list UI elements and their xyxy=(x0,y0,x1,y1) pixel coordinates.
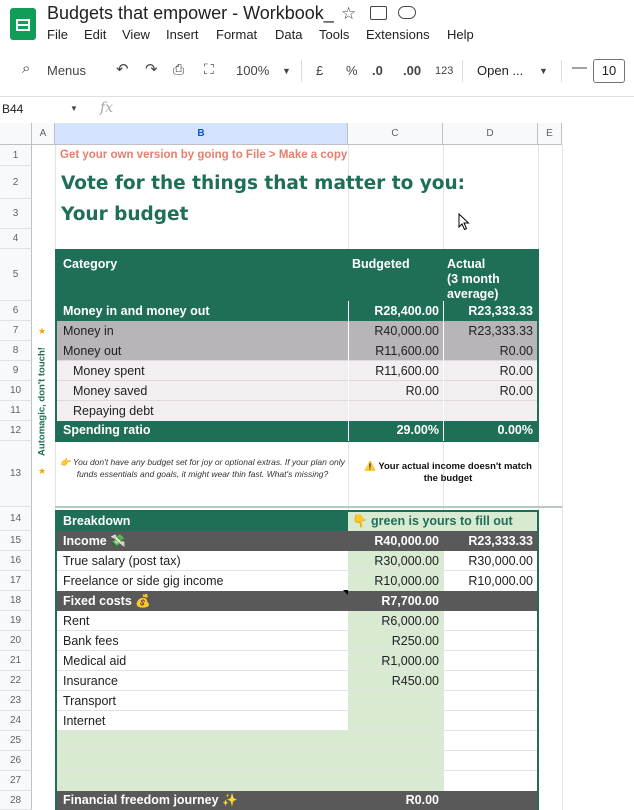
grid-line xyxy=(57,400,537,401)
row-header[interactable]: 19 xyxy=(0,611,32,631)
bank-fees-budgeted-cell[interactable]: R250.00 xyxy=(348,631,443,651)
row-header[interactable]: 10 xyxy=(0,381,32,401)
transport-label[interactable]: Transport xyxy=(63,694,117,708)
more-formats-button[interactable]: 123 xyxy=(435,65,454,77)
grid-line xyxy=(57,670,537,671)
money-out-actual: R0.00 xyxy=(443,341,537,361)
font-size-input[interactable]: 10 xyxy=(593,59,625,83)
column-header-e[interactable]: E xyxy=(538,123,562,145)
money-saved-budgeted: R0.00 xyxy=(348,381,443,401)
row-header[interactable]: 24 xyxy=(0,711,32,731)
breakdown-header: Breakdown xyxy=(57,512,348,531)
grid-line xyxy=(57,570,537,571)
financial-freedom-actual xyxy=(443,791,537,810)
empty-input-row[interactable] xyxy=(57,771,443,791)
salary-actual-cell[interactable]: R30,000.00 xyxy=(468,554,533,568)
print-icon[interactable]: ⎙ xyxy=(173,61,185,77)
rent-budgeted-cell[interactable]: R6,000.00 xyxy=(348,611,443,631)
name-box-dropdown-icon[interactable]: ▼ xyxy=(70,104,78,113)
increase-decimal-button[interactable]: .00 xyxy=(403,63,422,78)
cloud-status-icon[interactable] xyxy=(398,6,416,19)
row-header[interactable]: 28 xyxy=(0,791,32,810)
repaying-debt-actual xyxy=(443,401,537,421)
row-header[interactable]: 17 xyxy=(0,571,32,591)
row-header[interactable]: 18 xyxy=(0,591,32,611)
menu-view[interactable]: View xyxy=(122,27,150,42)
menu-help[interactable]: Help xyxy=(447,27,474,42)
fixed-costs-label: Fixed costs 💰 xyxy=(57,591,348,611)
spending-ratio-budgeted: 29.00% xyxy=(348,421,443,440)
row-header[interactable]: 2 xyxy=(0,166,32,199)
row-header[interactable]: 25 xyxy=(0,731,32,751)
empty-input-row[interactable] xyxy=(57,751,443,771)
freelance-actual-cell[interactable]: R10,000.00 xyxy=(468,574,533,588)
money-spent-budgeted: R11,600.00 xyxy=(348,361,443,381)
fx-icon: fx xyxy=(100,100,114,116)
money-in-out-actual: R23,333.33 xyxy=(443,301,537,321)
menu-edit[interactable]: Edit xyxy=(84,27,107,42)
column-header-d[interactable]: D xyxy=(443,123,538,145)
undo-icon[interactable]: ↶ xyxy=(116,61,129,78)
money-in-out-budgeted: R28,400.00 xyxy=(348,301,443,321)
menu-insert[interactable]: Insert xyxy=(166,27,199,42)
name-box[interactable]: B44 xyxy=(2,102,24,116)
internet-label[interactable]: Internet xyxy=(63,714,106,728)
money-saved-actual: R0.00 xyxy=(443,381,537,401)
income-label: Income 💸 xyxy=(57,531,348,551)
sheets-logo-icon[interactable] xyxy=(10,8,36,40)
money-spent-actual: R0.00 xyxy=(443,361,537,381)
zoom-select[interactable]: 100% xyxy=(236,63,270,78)
row-header[interactable]: 20 xyxy=(0,631,32,651)
column-header-b[interactable]: B xyxy=(55,123,348,145)
menus-search-label[interactable]: Menus xyxy=(47,63,87,78)
grid-line xyxy=(57,770,537,771)
bank-fees-label[interactable]: Bank fees xyxy=(63,634,119,648)
section-divider xyxy=(55,506,562,508)
document-title[interactable]: Budgets that empower - Workbook_ xyxy=(47,3,334,23)
freelance-budgeted-cell[interactable]: R10,000.00 xyxy=(348,571,443,591)
money-out-label: Money out xyxy=(57,341,348,361)
row-header[interactable]: 23 xyxy=(0,691,32,711)
menu-extensions[interactable]: Extensions xyxy=(366,27,430,42)
grid-line xyxy=(57,710,537,711)
percent-format-button[interactable]: % xyxy=(346,63,358,78)
grid-line xyxy=(57,730,537,731)
insurance-label[interactable]: Insurance xyxy=(63,674,118,688)
row-header[interactable]: 27 xyxy=(0,771,32,791)
grid-line xyxy=(562,145,563,810)
financial-freedom-label: Financial freedom journey ✨ xyxy=(57,791,348,810)
insurance-budgeted-cell[interactable]: R450.00 xyxy=(348,671,443,691)
zoom-dropdown-icon[interactable]: ▼ xyxy=(282,66,291,76)
salary-budgeted-cell[interactable]: R30,000.00 xyxy=(348,551,443,571)
grid-line xyxy=(57,630,537,631)
row-header[interactable]: 7 xyxy=(0,321,32,341)
menu-format[interactable]: Format xyxy=(216,27,258,42)
font-select[interactable]: Open ... xyxy=(477,63,524,78)
row-header[interactable]: 14 xyxy=(0,507,32,531)
column-header-a[interactable]: A xyxy=(32,123,55,145)
financial-freedom-budgeted: R0.00 xyxy=(348,791,443,810)
your-budget-heading: Your budget xyxy=(61,204,189,225)
move-folder-icon[interactable] xyxy=(370,6,387,20)
repaying-debt-label: Repaying debt xyxy=(57,401,348,421)
category-header: Category xyxy=(57,251,348,301)
currency-format-button[interactable]: £ xyxy=(316,63,324,78)
vote-heading: Vote for the things that matter to you: xyxy=(61,173,466,194)
star-marker-icon: ★ xyxy=(38,326,47,336)
menu-tools[interactable]: Tools xyxy=(319,27,350,42)
copy-instruction-note: Get your own version by going to File > Make a copy xyxy=(60,149,348,161)
row-header[interactable]: 3 xyxy=(0,199,32,229)
repaying-debt-budgeted xyxy=(348,401,443,421)
menu-data[interactable]: Data xyxy=(275,27,303,42)
menu-file[interactable]: File xyxy=(47,27,68,42)
fill-out-hint: 👇 green is yours to fill out xyxy=(348,512,537,531)
row-header[interactable]: 1 xyxy=(0,145,32,166)
empty-input-row[interactable] xyxy=(57,731,443,751)
comment-marker-icon[interactable] xyxy=(343,590,348,595)
rent-label[interactable]: Rent xyxy=(63,614,90,628)
actual-header: Actual (3 month average) xyxy=(443,251,537,301)
money-in-budgeted: R40,000.00 xyxy=(348,321,443,341)
spending-ratio-actual: 0.00% xyxy=(443,421,537,440)
paint-format-icon[interactable]: ⛶ xyxy=(204,61,214,77)
medical-aid-label[interactable]: Medical aid xyxy=(63,654,127,668)
money-in-out-label: Money in and money out xyxy=(57,301,348,321)
money-in-actual: R23,333.33 xyxy=(443,321,537,341)
grid-line xyxy=(348,301,349,441)
row-header[interactable]: 8 xyxy=(0,341,32,361)
fixed-costs-budgeted: R7,700.00 xyxy=(348,591,443,611)
grid-line xyxy=(57,690,537,691)
row-header[interactable]: 9 xyxy=(0,361,32,381)
grid-line xyxy=(57,380,537,381)
search-icon[interactable]: ⌕ xyxy=(22,60,31,77)
income-budgeted: R40,000.00 xyxy=(348,531,443,551)
row-header[interactable]: 6 xyxy=(0,301,32,321)
mouse-cursor-icon xyxy=(458,213,470,231)
fixed-costs-actual xyxy=(443,591,537,611)
formula-bar xyxy=(0,96,634,123)
budgeted-header: Budgeted xyxy=(348,251,443,301)
spending-ratio-label: Spending ratio xyxy=(57,421,348,440)
toolbar-divider xyxy=(462,60,463,82)
row-header[interactable]: 13 xyxy=(0,441,32,507)
font-dropdown-icon[interactable]: ▼ xyxy=(539,66,548,76)
star-icon[interactable]: ☆ xyxy=(341,4,357,23)
transport-budgeted-cell[interactable] xyxy=(348,691,443,711)
medical-aid-budgeted-cell[interactable]: R1,000.00 xyxy=(348,651,443,671)
internet-budgeted-cell[interactable] xyxy=(348,711,443,731)
money-spent-label: Money spent xyxy=(57,361,348,381)
grid-line xyxy=(57,360,537,361)
grid-line xyxy=(57,750,537,751)
column-header-c[interactable]: C xyxy=(348,123,443,145)
income-mismatch-note: ⚠️ Your actual income doesn't match the budget xyxy=(364,461,532,484)
redo-icon[interactable]: ↷ xyxy=(145,61,158,78)
decrease-font-size-icon[interactable]: — xyxy=(572,59,587,76)
select-all-corner[interactable] xyxy=(0,123,32,145)
row-header[interactable]: 15 xyxy=(0,531,32,551)
row-header[interactable]: 22 xyxy=(0,671,32,691)
row-header[interactable]: 4 xyxy=(0,229,32,249)
joy-budget-note: 👉 You don't have any budget set for joy or optional extras. If your plan only funds essentials and goals, it might wear thin fast. What's missing? xyxy=(60,457,345,479)
row-header[interactable]: 11 xyxy=(0,401,32,421)
money-in-label: Money in xyxy=(57,321,348,341)
row-header[interactable]: 26 xyxy=(0,751,32,771)
automagic-side-label: Automagic, don't touch! xyxy=(36,347,48,456)
row-header[interactable]: 12 xyxy=(0,421,32,441)
money-out-budgeted: R11,600.00 xyxy=(348,341,443,361)
toolbar-divider xyxy=(561,60,562,82)
salary-label[interactable]: True salary (post tax) xyxy=(63,554,181,568)
toolbar-divider xyxy=(301,60,302,82)
grid-line xyxy=(57,650,537,651)
row-header[interactable]: 16 xyxy=(0,551,32,571)
grid-line xyxy=(443,301,444,441)
decrease-decimal-button[interactable]: .0 xyxy=(372,63,383,78)
row-header[interactable]: 21 xyxy=(0,651,32,671)
income-actual: R23,333.33 xyxy=(443,531,537,551)
money-saved-label: Money saved xyxy=(57,381,348,401)
star-marker-icon: ★ xyxy=(38,466,47,476)
row-header[interactable]: 5 xyxy=(0,249,32,301)
freelance-label[interactable]: Freelance or side gig income xyxy=(63,574,224,588)
